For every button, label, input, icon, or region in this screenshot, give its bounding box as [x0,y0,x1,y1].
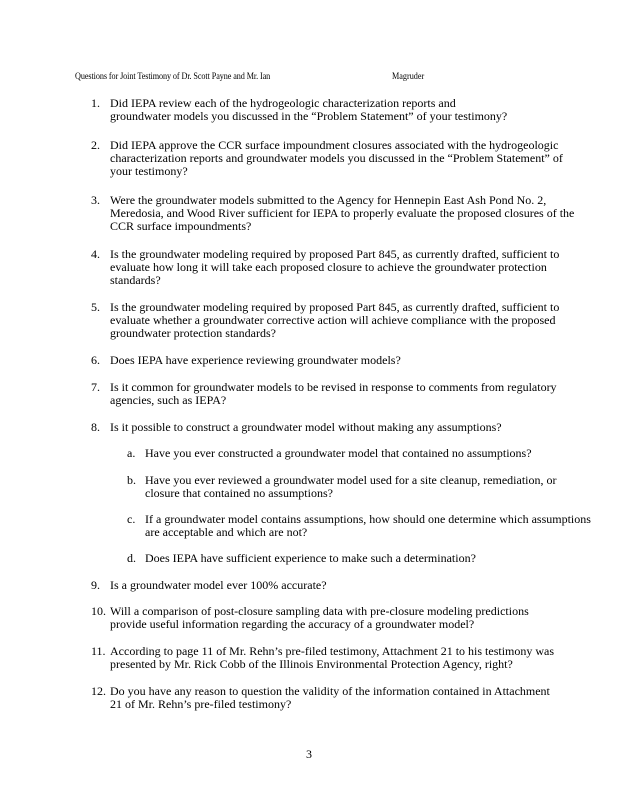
subquestion-c [127,513,597,539]
question-number: 11. [91,644,106,658]
question-number: 5. [91,300,100,314]
question-text: Is a groundwater model ever 100% accurate? [110,578,327,592]
question-5 [91,301,591,340]
question-text: Is it possible to construct a groundwater model without making any assumptions? [110,420,502,434]
question-number: 3. [91,193,100,207]
question-text: Were the groundwater models submitted to the Agency for Hennepin East Ash Pond No. 2, Meredosia, and Wood River sufficient for IEPA to properly evaluate the proposed closures of the CCR surface impoundments? [110,193,575,233]
subquestion-letter: a. [127,446,136,460]
question-10 [91,605,561,631]
subquestion-b [127,474,567,500]
question-6 [91,354,591,367]
question-text: Did IEPA review each of the hydrogeologic characterization reports and groundwater models you discussed in the “Problem Statement” of your testimony? [110,96,508,123]
question-8 [91,421,591,434]
question-number: 8. [91,420,100,434]
header-name-continued: Magruder [392,72,425,82]
question-11 [91,645,591,671]
question-7 [91,381,571,407]
question-text: Will a comparison of post-closure sampling data with pre-closure modeling predictions provide useful information regarding the accuracy of a groundwater model? [110,604,529,631]
question-text: Does IEPA have experience reviewing groundwater models? [110,353,401,367]
subquestion-text: Have you ever constructed a groundwater model that contained no assumptions? [145,446,532,460]
subquestion-letter: c. [127,512,136,526]
subquestion-text: Have you ever reviewed a groundwater model used for a site cleanup, remediation, or closure that contained no assumptions? [145,473,557,500]
subquestion-text: If a groundwater model contains assumptions, how should one determine which assumptions are acceptable and which are not? [145,512,591,539]
question-number: 6. [91,353,100,367]
question-number: 12. [91,684,106,698]
subquestion-text: Does IEPA have sufficient experience to make such a determination? [145,551,476,565]
question-text: Is it common for groundwater models to be revised in response to comments from regulatory agencies, such as IEPA? [110,380,557,407]
question-12 [91,685,561,711]
question-number: 4. [91,247,100,261]
question-4 [91,248,571,287]
question-number: 10. [91,604,106,618]
subquestion-d [127,552,597,565]
question-text: Is the groundwater modeling required by proposed Part 845, as currently drafted, sufficient to evaluate how long it will take each proposed closure to achieve the groundwater protection standards? [110,247,560,287]
question-1 [91,97,511,123]
subquestion-letter: d. [127,551,136,565]
question-number: 1. [91,96,100,110]
question-number: 7. [91,380,100,394]
question-number: 2. [91,138,100,152]
question-text: According to page 11 of Mr. Rehn’s pre-filed testimony, Attachment 21 to his testimony was presented by Mr. Rick Cobb of the Illinois Environmental Protection Agency, right? [110,644,555,671]
question-number: 9. [91,578,100,592]
subquestion-letter: b. [127,473,136,487]
question-2 [91,139,571,178]
question-3 [91,194,576,233]
question-text: Is the groundwater modeling required by proposed Part 845, as currently drafted, sufficient to evaluate whether a groundwater corrective action will achieve compliance with the proposed groundwater protection standards? [110,300,560,340]
question-9 [91,579,591,592]
question-text: Did IEPA approve the CCR surface impoundment closures associated with the hydrogeologic characterization reports and groundwater models you discussed in the “Problem Statement” of your testimony? [110,138,563,178]
header-title: Questions for Joint Testimony of Dr. Scott Payne and Mr. Ian [75,72,271,82]
subquestion-a [127,447,597,460]
question-text: Do you have any reason to question the validity of the information contained in Attachment 21 of Mr. Rehn’s pre-filed testimony? [110,684,550,711]
page-number: 3 [306,747,312,761]
